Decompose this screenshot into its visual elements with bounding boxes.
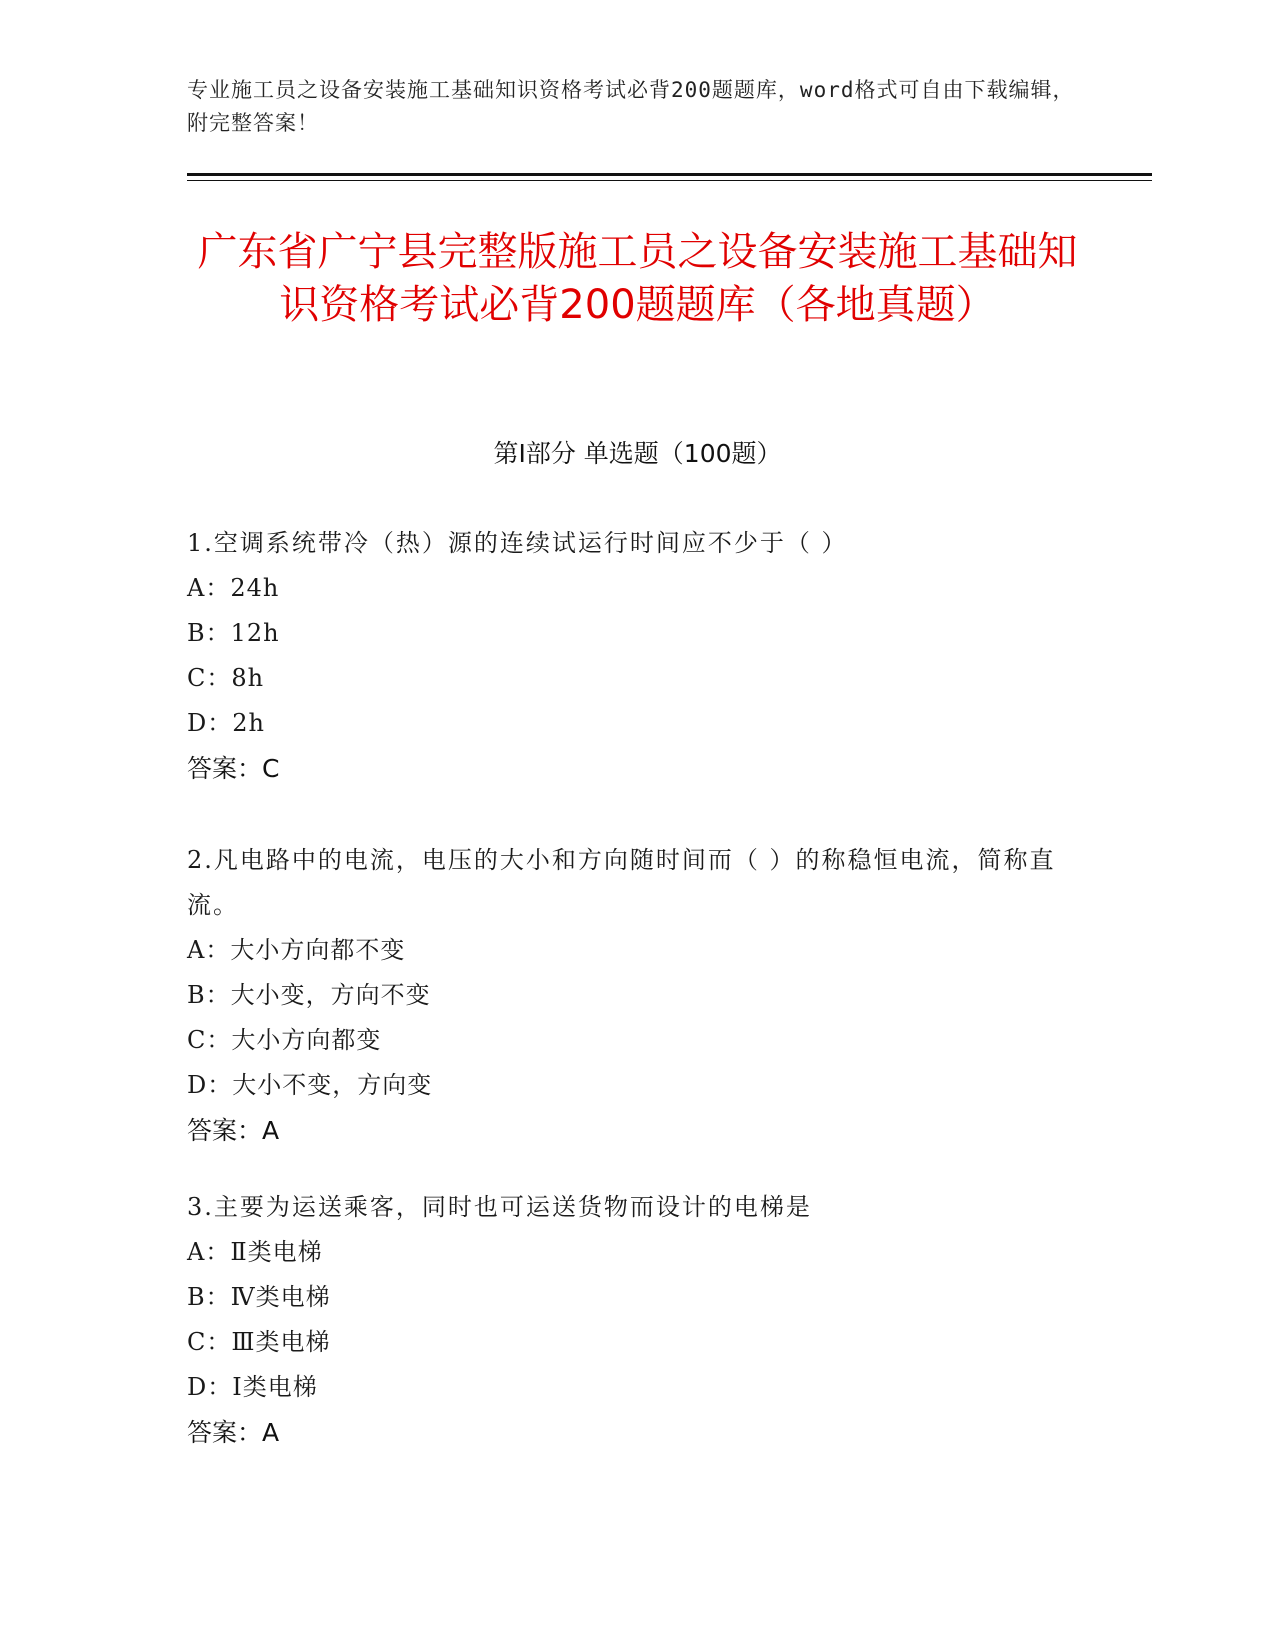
- header-note: 专业施工员之设备安装施工基础知识资格考试必背200题题库，word格式可自由下载编辑，附完整答案！: [187, 78, 1075, 135]
- option-b: B：大小变，方向不变: [187, 981, 431, 1009]
- question-stem: 2.凡电路中的电流，电压的大小和方向随时间而（ ）的称稳恒电流，简称直流。: [187, 846, 1056, 919]
- option-a: A：大小方向都不变: [187, 936, 406, 964]
- option-a: A：24h: [187, 574, 280, 602]
- header-rule-thin: [187, 180, 1152, 181]
- option-b: B：12h: [187, 619, 280, 647]
- document-title: 广东省广宁县完整版施工员之设备安装施工基础知识资格考试必背200题题库（各地真题）: [197, 229, 1078, 328]
- option-c: C：大小方向都变: [187, 1026, 382, 1054]
- section-heading: 第I部分 单选题（100题）: [493, 439, 782, 468]
- option-d: D：2h: [187, 709, 265, 737]
- question-1: [187, 521, 1087, 791]
- option-d: D：大小不变，方向变: [187, 1071, 433, 1099]
- option-c: C：8h: [187, 664, 265, 692]
- option-a: A：Ⅱ类电梯: [187, 1238, 323, 1266]
- question-stem: 1.空调系统带冷（热）源的连续试运行时间应不少于（ ）: [187, 529, 848, 557]
- option-d: D：Ⅰ类电梯: [187, 1373, 318, 1401]
- question-3: [187, 1185, 1087, 1455]
- option-b: B：Ⅳ类电梯: [187, 1283, 331, 1311]
- header-rule-thick: [187, 173, 1152, 176]
- question-2: [187, 838, 1087, 1153]
- answer: 答案：A: [187, 1116, 280, 1145]
- answer: 答案：A: [187, 1418, 280, 1447]
- option-c: C：Ⅲ类电梯: [187, 1328, 331, 1356]
- question-stem: 3.主要为运送乘客，同时也可运送货物而设计的电梯是: [187, 1193, 812, 1221]
- answer: 答案：C: [187, 754, 280, 783]
